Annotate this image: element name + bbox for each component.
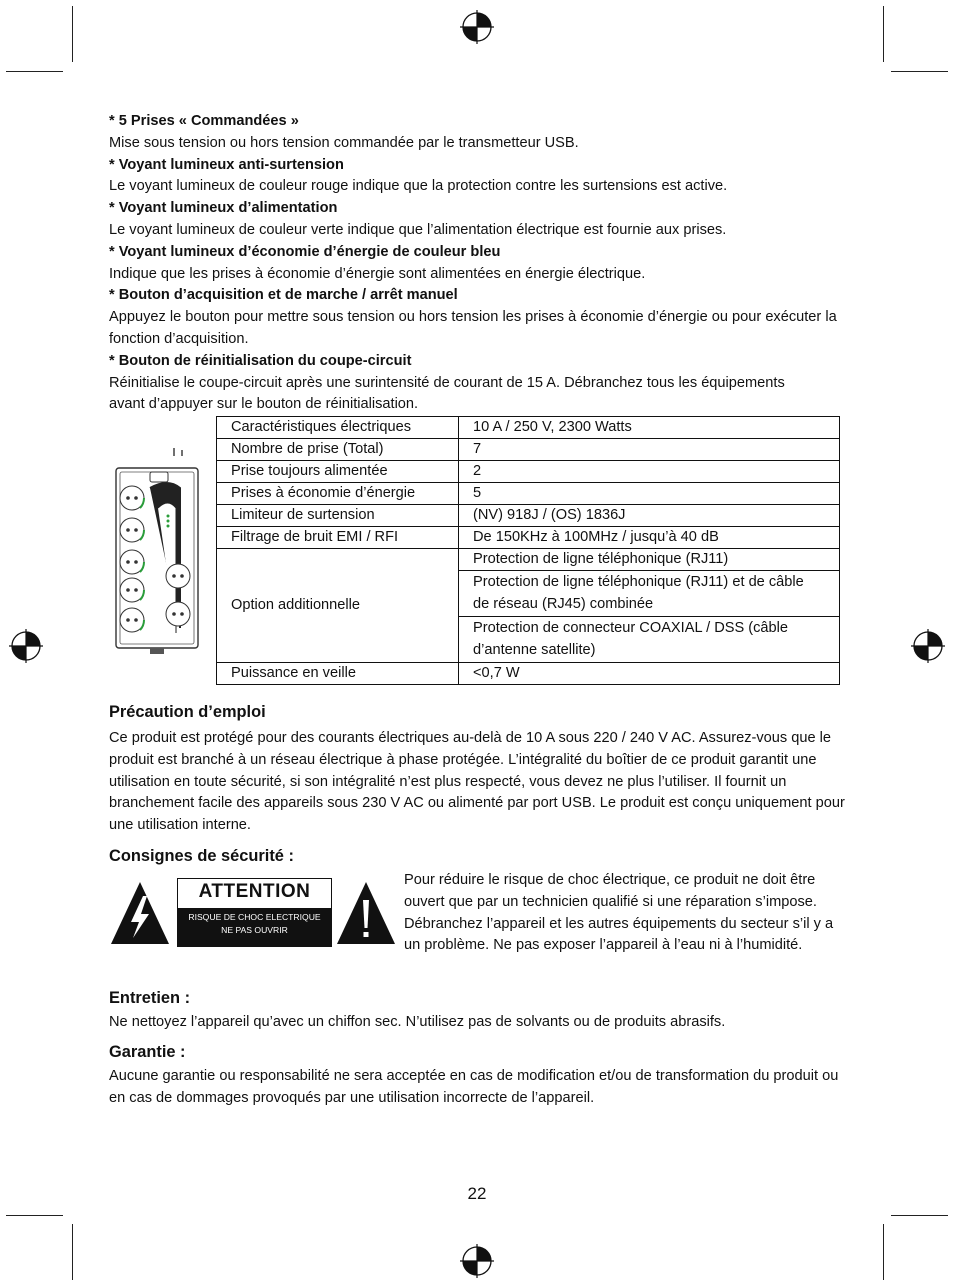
table-row	[217, 439, 840, 461]
section-heading: Précaution d’emploi	[109, 703, 266, 721]
section-text: Ne nettoyez l’appareil qu’avec un chiffon sec. N’utilisez pas de solvants ou de produits abrasifs.	[109, 1014, 726, 1030]
feature-title: * Bouton d’acquisition et de marche / arrêt manuel	[109, 287, 458, 304]
feature-text: Mise sous tension ou hors tension commandée par le transmetteur USB.	[109, 134, 579, 151]
attention-title: ATTENTION	[198, 881, 311, 902]
crop-mark	[883, 6, 884, 62]
table-cell: (NV) 918J / (OS) 1836J	[459, 505, 840, 527]
crop-mark	[72, 6, 73, 62]
table-row	[217, 505, 840, 527]
table-cell: Option additionnelle	[217, 549, 459, 663]
attention-line: RISQUE DE CHOC ELECTRIQUE	[188, 912, 321, 922]
table-row	[217, 483, 840, 505]
crop-mark	[6, 1215, 63, 1216]
table-cell: Limiteur de surtension	[217, 505, 459, 527]
feature-text: Le voyant lumineux de couleur verte indique que l’alimentation électrique est fournie aux prises.	[109, 221, 727, 238]
section-heading: Consignes de sécurité :	[109, 847, 294, 865]
section-heading: Garantie :	[109, 1043, 186, 1061]
feature-text: Indique que les prises à économie d’énergie sont alimentées en énergie électrique.	[109, 265, 646, 282]
table-cell: <0,7 W	[459, 663, 840, 685]
section-heading: Entretien :	[109, 989, 191, 1007]
table-cell: 7	[459, 439, 840, 461]
section-text: Aucune garantie ou responsabilité ne sera acceptée en cas de modification et/ou de transformation du produit ou en cas de dommages provoqués par une utilisation incorrecte de l’appareil.	[109, 1068, 839, 1106]
feature-text: Appuyez le bouton pour mettre sous tension ou hors tension les prises à économie d’énergie ou pour exécuter la fonction d’acquisition.	[109, 309, 837, 347]
spec-table	[216, 416, 840, 685]
registration-mark-icon	[911, 629, 945, 663]
attention-label	[177, 878, 332, 947]
table-row	[217, 417, 840, 439]
feature-list	[109, 111, 849, 416]
crop-mark	[891, 71, 948, 72]
feature-title: * Voyant lumineux anti-surtension	[109, 156, 344, 173]
table-row	[217, 527, 840, 549]
table-row	[217, 663, 840, 685]
safety-text: Pour réduire le risque de choc électrique, ce produit ne doit être ouvert que par un technicien qualifié si une réparation s’impose. Débranchez l’appareil et les autres équipements du secteur s’il y a un problème. Ne pas exposer l’appareil à l’eau ni à l’humidité.	[404, 872, 834, 954]
table-row	[217, 549, 840, 571]
crop-mark	[72, 1224, 73, 1280]
registration-mark-icon	[460, 10, 494, 44]
feature-title: * Voyant lumineux d’économie d’énergie de couleur bleu	[109, 243, 501, 260]
table-cell: 10 A / 250 V, 2300 Watts	[459, 417, 840, 439]
feature-text: Le voyant lumineux de couleur rouge indique que la protection contre les surtensions est active.	[109, 178, 728, 195]
table-cell: Protection de ligne téléphonique (RJ11)	[459, 549, 840, 571]
registration-mark-icon	[460, 1244, 494, 1278]
table-row	[217, 461, 840, 483]
lightning-warning-icon	[109, 880, 171, 946]
table-cell: Protection de connecteur COAXIAL / DSS (câble d’antenne satellite)	[459, 617, 840, 663]
table-cell: 2	[459, 461, 840, 483]
table-cell: Prises à économie d’énergie	[217, 483, 459, 505]
feature-title: * Bouton de réinitialisation du coupe-circuit	[109, 352, 412, 369]
table-cell: Prise toujours alimentée	[217, 461, 459, 483]
table-cell: De 150KHz à 100MHz / jusqu’à 40 dB	[459, 527, 840, 549]
table-cell: 5	[459, 483, 840, 505]
crop-mark	[891, 1215, 948, 1216]
registration-mark-icon	[9, 629, 43, 663]
exclamation-warning-icon	[335, 880, 397, 946]
power-strip-illustration	[110, 448, 204, 656]
feature-title: * Voyant lumineux d’alimentation	[109, 200, 338, 217]
table-cell: Puissance en veille	[217, 663, 459, 685]
attention-line: NE PAS OUVRIR	[221, 925, 288, 935]
table-cell: Protection de ligne téléphonique (RJ11) et de câble de réseau (RJ45) combinée	[459, 571, 840, 617]
crop-mark	[883, 1224, 884, 1280]
table-cell: Caractéristiques électriques	[217, 417, 459, 439]
attention-band	[178, 908, 331, 946]
table-cell: Filtrage de bruit EMI / RFI	[217, 527, 459, 549]
feature-title: * 5 Prises « Commandées »	[109, 113, 299, 129]
page-number: 22	[467, 1184, 487, 1203]
crop-mark	[6, 71, 63, 72]
feature-text: Réinitialise le coupe-circuit après une surintensité de courant de 15 A. Débranchez tous les équipements avant d’appuyer sur le bouton de réinitialisation.	[109, 374, 785, 413]
table-cell: Nombre de prise (Total)	[217, 439, 459, 461]
section-text: Ce produit est protégé pour des courants électriques au-delà de 10 A sous 220 / 240 V AC. Assurez-vous que le produit est branché à un réseau électrique à phase protégée. L’intégralité du boîtier de ce produit garantit une utilisation en toute sécurité, si son intégralité n’est plus respecté, vous devez ne plus l’utiliser. Il fournit un branchement facile des appareils sous 230 V AC ou alimenté par port USB. Le produit est conçu uniquement pour une utilisation interne.	[109, 730, 845, 834]
